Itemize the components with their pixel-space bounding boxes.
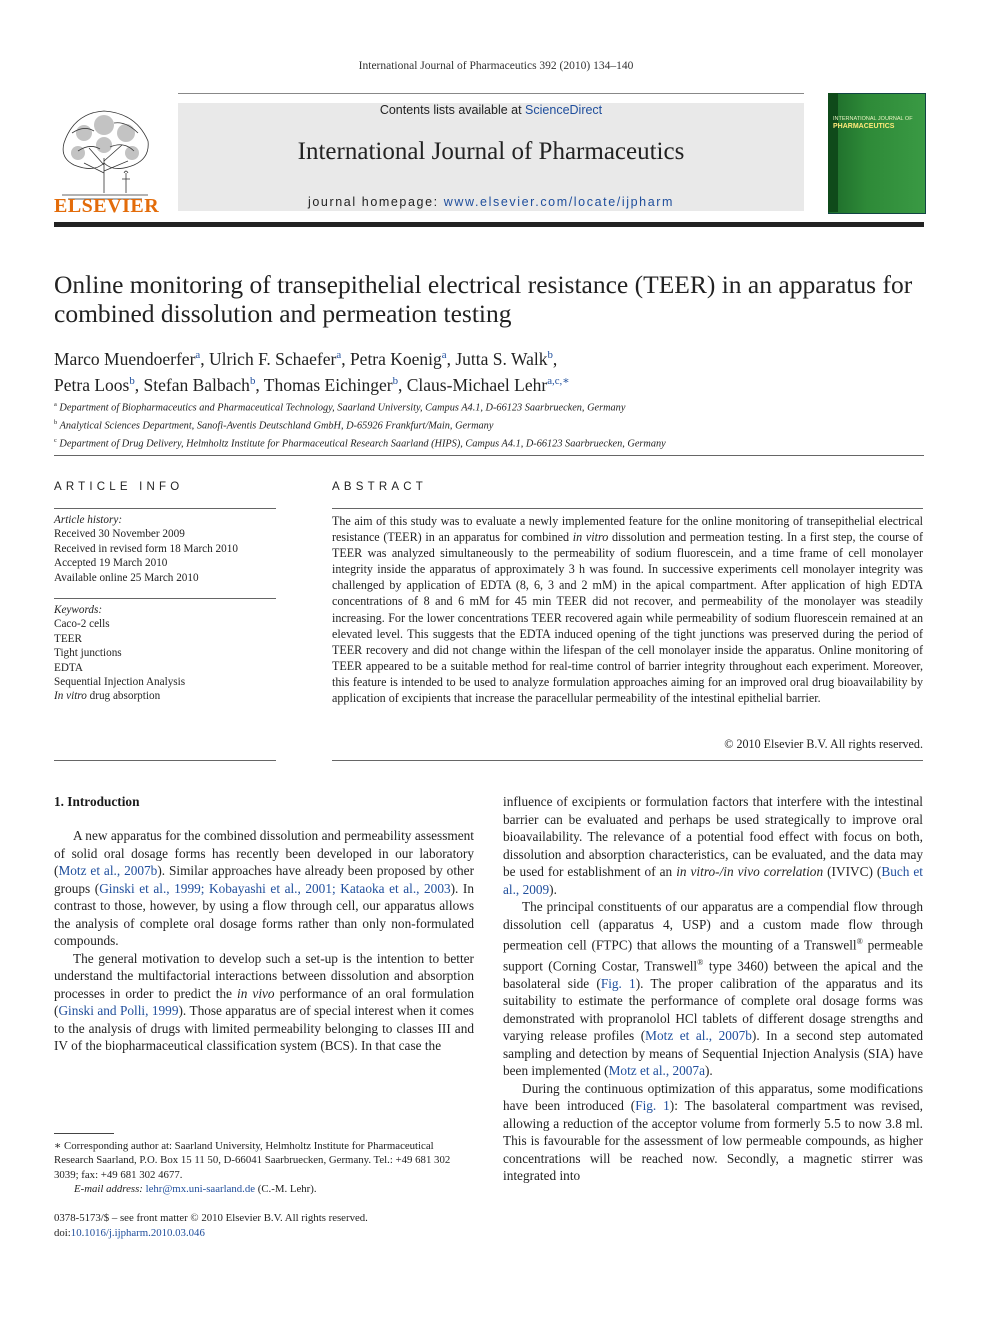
keyword: EDTA [54, 661, 83, 674]
abstract-heading: ABSTRACT [332, 481, 427, 493]
body-column-left [54, 827, 474, 1055]
affiliation-divider [54, 455, 924, 456]
affiliations [54, 398, 924, 452]
contents-line: Contents lists available at ScienceDirect [379, 103, 603, 117]
header-top-rule [178, 93, 804, 94]
keywords-label: Keywords: [54, 604, 103, 616]
email-link[interactable]: lehr@mx.uni-saarland.de [145, 1182, 256, 1195]
article-title: Online monitoring of transepithelial electrical resistance (TEER) in an apparatus for combined dissolution and permeation testing [54, 270, 913, 328]
affiliation: $^b$ Analytical Sciences Department, Sanofi-Aventis Deutschland GmbH, D-65926 Frankfurt/Main, Germany [54, 418, 494, 432]
doi-line: doi:10.1016/j.ijpharm.2010.03.046 [54, 1227, 205, 1239]
author: Claus-Michael Lehr$^{a,c,∗}$ [406, 374, 570, 395]
keyword: In vitro drug absorption [54, 690, 161, 703]
history-item: Received 30 November 2009 [54, 528, 185, 541]
history-label: Article history: [54, 514, 123, 526]
author: Thomas Eichinger$^b$, [263, 374, 407, 395]
author: Petra Loos$^b$, [54, 374, 144, 395]
front-matter [54, 1211, 474, 1241]
affiliation: $^a$ Department of Biopharmaceutics and Pharmaceutical Technology, Saarland University, Campus A4.1, D-66123 Saarbruecken, Germany [54, 401, 626, 414]
journal-homepage-line: journal homepage: www.elsevier.com/locate/ijpharm [307, 195, 675, 209]
paragraph: A new apparatus for the combined dissolution and permeability assessment of solid oral dosage forms has recently been developed in our laboratory (Motz et al., 2007b). Similar approaches have already been proposed by other groups (Ginski et al., 1999; Kobayashi et al., 2001; Kataoka et al., 2003). In contrast to those, however, by using a flow through cell, our apparatus allows the analysis of complete oral dosage forms rather than only non-formulated compounds. [54, 828, 475, 948]
citation-link[interactable]: Ginski and Polli, 1999 [58, 1003, 179, 1018]
issn-line: 0378-5173/$ – see front matter © 2010 Elsevier B.V. All rights reserved. [54, 1212, 368, 1224]
affiliation-link[interactable]: b [547, 349, 553, 361]
paragraph: The principal constituents of our apparatus are a compendial flow through dissolution cell (apparatus 4, USP) and a custom made flow through permeation cell (FTPC) that allows the mounting of a Transwell® permeable support (Corning Costar, Transwell® type 3460) between the apical and the basolateral side (Fig. 1). The proper calibration of the apparatus and its suitability to estimate the performance of complete oral dosage forms was demonstrated with propranolol HCl tablets of different dosage strengths and varying release profiles (Motz et al., 2007b). In a second step automated sampling and detection by means of Sequential Injection Analysis (SIA) have been implemented (Motz et al., 2007a). [503, 899, 924, 1079]
journal-homepage-link[interactable]: www.elsevier.com/locate/ijpharm [443, 195, 675, 209]
keyword: TEER [54, 632, 82, 645]
header-divider [54, 222, 924, 227]
author: Petra Koenig$^a$, [349, 348, 456, 369]
journal-cover-spine [828, 93, 838, 212]
affiliation-link[interactable]: b [129, 374, 135, 387]
divider [332, 760, 923, 761]
divider [332, 508, 923, 509]
elsevier-wordmark: ELSEVIER [54, 195, 160, 217]
author: Marco Muendoerfer$^a$, [54, 348, 209, 369]
affiliation-link[interactable]: a [441, 349, 447, 361]
affiliation-link[interactable]: b [392, 374, 398, 387]
author-list [54, 344, 924, 396]
history-item: Received in revised form 18 March 2010 [54, 542, 238, 555]
sciencedirect-link[interactable]: ScienceDirect [525, 103, 603, 117]
keyword: Caco-2 cells [54, 618, 110, 631]
paragraph: The general motivation to develop such a set-up is the intention to better understand the multifactorial interactions between dissolution and absorption processes in order to predict the in vivo performance of an oral formulation (Ginski and Polli, 1999). Those apparatus are of special interest when it comes to the analysis of drugs with limited permeability belonging to classes III and IV of the biopharmaceutical classification system (BCS). In that case the [54, 950, 474, 1053]
citation-link[interactable]: Motz et al., 2007b [58, 863, 158, 878]
divider [54, 598, 276, 599]
article-history [54, 513, 276, 585]
doi-link[interactable]: 10.1016/j.ijpharm.2010.03.046 [70, 1227, 205, 1239]
paragraph: influence of excipients or formulation factors that interfere with the intestinal barrier can be evaluated and perhaps be used strategically to improve oral bioavailability. The relevance of a potential food effect with focus on both, dissolution and absorption characteristics, can be evaluated, and the data may be used for establishment of an in vitro-/in vivo correlation (IVIVC) (Buch et al., 2009). [503, 794, 923, 897]
keyword: Tight junctions [54, 647, 122, 660]
citation-link[interactable]: Motz et al., 2007b [645, 1028, 752, 1044]
section-heading-introduction: 1. Introduction [54, 794, 140, 809]
footnote-rule [54, 1133, 114, 1134]
abstract-body: The aim of this study was to evaluate a newly implemented feature for the online monitoring of transepithelial electrical resistance (TEER) in an apparatus for combined in vitro dissolution and permeation testing. In a first step, the course of TEER was analyzed simultaneously to the permeability of sodium fluorescein, and a time frame of cell monolayer integrity inside the apparatus of approximately 3 h was found. In successive experiments cell monolayer integrity was challenged by application of EDTA (8, 6, 3 and 2 mM) in the apical compartment. After application of high EDTA concentrations of 8 and 6 mM for 45 min TEER did not recover, and permeability of the monolayer was steadily increasing. For the lower concentrations TEER recovered again while permeability of sodium fluorescein remained at an elevated level. This suggests that the EDTA induced opening of the tight junctions was preserved during the period of TEER recovery and did not change within the lifespan of the cell monolayer inside the apparatus. Online monitoring of TEER appeared to be a suitable method for real-time control of barrier integrity throughout each experiment. Moreover, this feature is intended to be used to analyze formulation approaches aiming for an improved oral drug bioavailability by application of excipients that increase the paracellular permeability of the intestinal epithelial barrier. [332, 514, 923, 706]
affiliation-link[interactable]: b [249, 374, 256, 387]
affiliation: $^c$ Department of Drug Delivery, Helmholtz Institute for Pharmaceutical Research Saarland (HIPS), Campus A4.1, D-66123 Saarbruecken, Germany [54, 436, 666, 450]
author: Stefan Balbach$^b$, [143, 374, 264, 395]
journal-cover-thumbnail [828, 93, 926, 214]
affiliation-link[interactable]: a [336, 349, 342, 361]
body-column-right [503, 793, 923, 1185]
journal-citation: International Journal of Pharmaceutics 392 (2010) 134–140 [358, 60, 634, 72]
history-item: Accepted 19 March 2010 [54, 557, 168, 570]
affiliation-link[interactable]: a,c,∗ [547, 374, 570, 387]
paragraph: During the continuous optimization of this apparatus, some modifications have been introduced (Fig. 1): The basolateral compartment was revised, allowing a reduction of the acceptor volume from formerly 5.5 to now 3.8 ml. This is favourable for the assessment of low permeable compounds, as higher concentrations will be reached now. Secondly, a magnetic stirrer was integrated into [503, 1080, 923, 1184]
citation-link[interactable]: Buch et al., 2009 [503, 864, 923, 897]
keyword: Sequential Injection Analysis [54, 676, 186, 689]
history-item: Available online 25 March 2010 [54, 571, 199, 584]
journal-cover-title: INTERNATIONAL JOURNAL OF PHARMACEUTICS [833, 116, 913, 130]
corresponding-author-note: ∗ Corresponding author at: Saarland University, Helmholtz Institute for Pharmaceutical Research Saarland, P.O. Box 15 11 50, D-66041 Saarbruecken, Germany. Tel.: +49 681 302 3039; fax: +49 681 302 4677. [54, 1140, 451, 1181]
divider [54, 760, 276, 761]
citation-link[interactable]: Ginski et al., 1999; Kobayashi et al., 2001; Kataoka et al., 2003 [99, 880, 451, 896]
footnotes [54, 1139, 474, 1196]
article-info-heading: ARTICLE INFO [54, 481, 184, 493]
keywords [54, 603, 276, 704]
author: Jutta S. Walk$^b$, [455, 348, 558, 369]
email-line: E-mail address: lehr@mx.uni-saarland.de (C.-M. Lehr). [74, 1182, 317, 1195]
copyright: © 2010 Elsevier B.V. All rights reserved. [724, 737, 923, 751]
figure-link[interactable]: Fig. 1 [635, 1098, 670, 1114]
divider [54, 508, 276, 509]
figure-link[interactable]: Fig. 1 [600, 975, 636, 991]
author: Ulrich F. Schaefer$^a$, [208, 348, 350, 369]
journal-title: International Journal of Pharmaceutics [297, 138, 685, 165]
affiliation-link[interactable]: a [195, 349, 201, 361]
citation-link[interactable]: Motz et al., 2007a [608, 1063, 705, 1079]
